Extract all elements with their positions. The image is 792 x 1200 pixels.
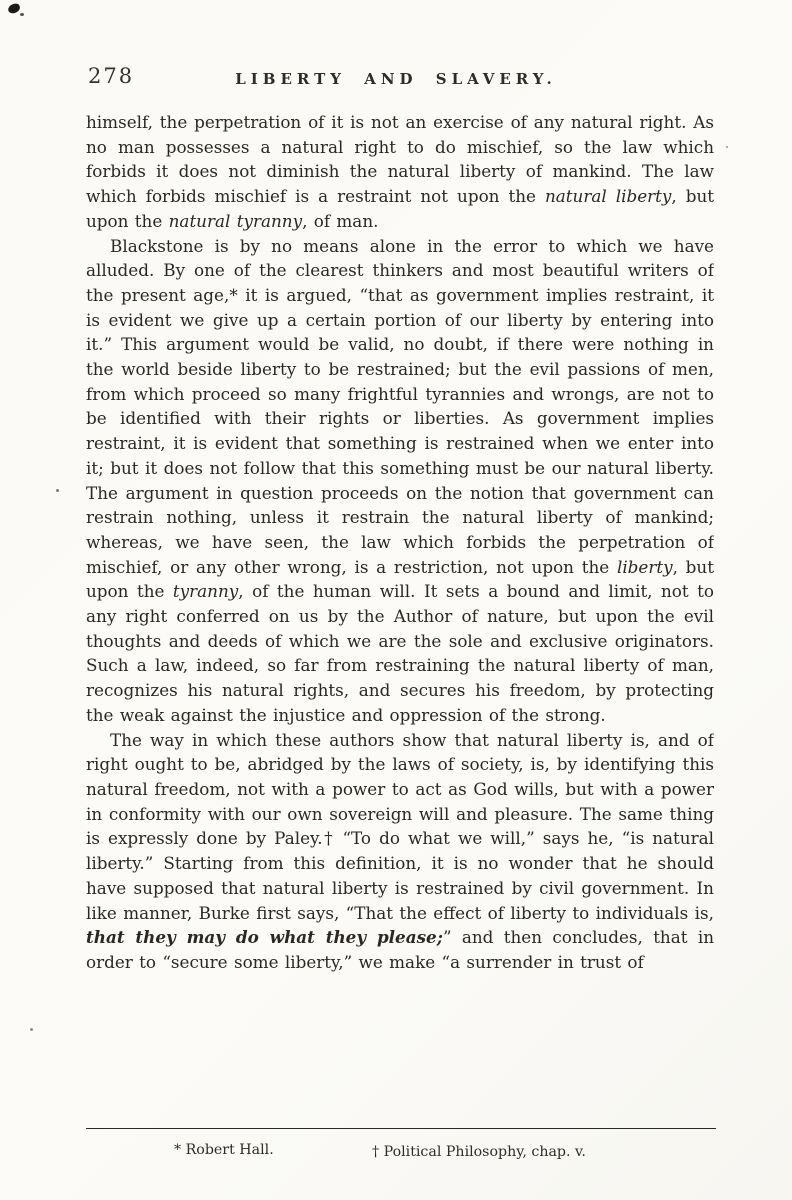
text-run: The way in which these authors show that natural liberty is, and of right ought to be, abridged by the laws of society, is, by identifying this natural freedom, not with a power to act as God wills, but with a power in conformity with our own sovereign will and pleasure. The same thing is expressly done by Paley.† “To do what we will,” says he, “is natural liberty.” Starting from this definition, it is no wonder that he should have supposed that natural liberty is restrained by civil government. In like manner, Burke first says, “That the effect of liberty to individuals is, <box>86 729 714 923</box>
emphasized-text: natural liberty <box>544 186 672 207</box>
footnote-political-philosophy: † Political Philosophy, chap. v. <box>372 1144 586 1160</box>
scan-artifact <box>56 489 59 492</box>
footnote-rule <box>86 1128 716 1129</box>
scan-artifact <box>20 13 24 16</box>
text-run: , of man. <box>302 210 379 231</box>
text-run: , but upon the <box>86 186 714 231</box>
scan-artifact <box>30 1028 33 1031</box>
scan-artifact <box>7 3 21 15</box>
footnote-robert-hall: * Robert Hall. <box>174 1142 274 1158</box>
body-text <box>86 110 714 1115</box>
text-run: , of the human will. It sets a bound and limit, not to any right conferred on us by the Author of nature, but upon the evil thoughts and deeds of which we are the sole and exclusive originators. Such a law, indeed, so far from restraining the natural liberty of man, recognizes his natural rights, and secures his freedom, by protecting the weak against the injustice and oppression of the strong. <box>86 581 714 725</box>
paragraph <box>86 110 714 234</box>
scan-artifact <box>726 146 728 148</box>
running-head: LIBERTY AND SLAVERY. <box>235 70 557 88</box>
emphasized-text: that they may do what they please; <box>86 927 443 948</box>
emphasized-text: tyranny <box>172 581 239 602</box>
emphasized-text: liberty <box>616 556 673 577</box>
text-run: , but upon the <box>86 556 714 602</box>
text-run: himself, the perpetration of it is not an exercise of any natural right. As no man possesses a natural right to do mischief, so the law which forbids it does not diminish the natural liberty of mankind. The law which forbids mischief is a restraint not upon the <box>86 112 714 207</box>
paragraph <box>86 728 714 975</box>
paragraph <box>86 234 714 728</box>
emphasized-text: natural tyranny <box>168 210 303 231</box>
page-number: 278 <box>88 64 135 88</box>
text-run: ” and then concludes, that in order to “secure some liberty,” we make “a surrender in trust of <box>86 927 714 972</box>
text-run: Blackstone is by no means alone in the error to which we have alluded. By one of the clearest thinkers and most beautiful writers of the present age,* it is argued, “that as government implies restraint, it is evident we give up a certain portion of our liberty by entering into it.” This argument would be valid, no doubt, if there were nothing in the world beside liberty to be restrained; but the evil passions of men, from which proceed so many frightful tyrannies and wrongs, are not to be identified with their rights or liberties. As government implies restraint, it is evident that something is restrained when we enter into it; but it does not follow that this something must be our natural liberty. The argument in question proceeds on the notion that government can restrain nothing, unless it restrain the natural liberty of mankind; whereas, we have seen, the law which forbids the perpetration of mischief, or any other wrong, is a restriction, not upon the <box>86 235 714 577</box>
